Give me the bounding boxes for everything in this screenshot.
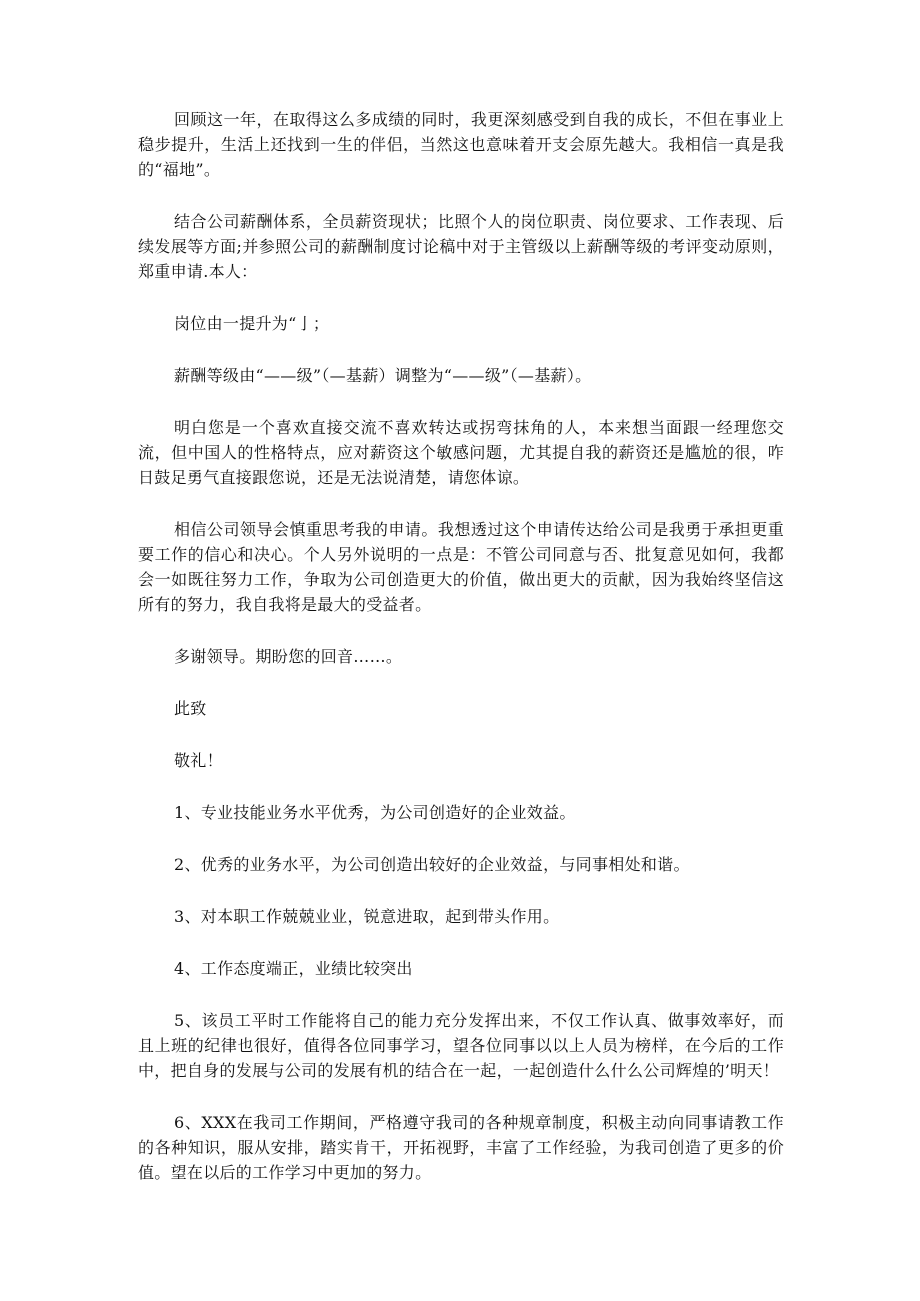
evaluation-item-3: 3、对本职工作兢兢业业，锐意进取，起到带头作用。 — [174, 907, 560, 926]
closing-greeting: 此致 — [174, 699, 207, 718]
paragraph-position-promotion: 岗位由一提升为“亅； — [174, 314, 330, 333]
paragraph-direct-communication: 明白您是一个喜欢直接交流不喜欢转达或拐弯抹角的人，本来想当面跟一经理您交流，但中国人的性格特点，应对薪资这个敏感问题，尤其提自我的薪资还是尴尬的很，咋日鼓足勇气直接跟您说，还是无法说清楚，请您体谅。 — [138, 418, 784, 487]
evaluation-item-5: 5、该员工平时工作能将自己的能力充分发挥出来，不仅工作认真、做事效率好，而且上班的纪律也很好，值得各位同事学习，望各位同事以以上人员为榜样，在今后的工作中，把自身的发展与公司的发展有机的结合在一起，一起创造什么什么公司辉煌的’明天！ — [138, 1011, 784, 1080]
paragraph-salary-level: 薪酬等级由“——级”（—基薪）调整为“——级”（—基薪）。 — [174, 366, 592, 385]
evaluation-item-4: 4、工作态度端正，业绩比较突出 — [174, 959, 413, 978]
paragraph-reflection: 回顾这一年，在取得这么多成绩的同时，我更深刻感受到自我的成长，不但在事业上稳步提升，生活上还找到一生的伴侣，当然这也意味着开支会原先越大。我相信一真是我的“福地”。 — [138, 110, 784, 179]
evaluation-item-6: 6、XXX在我司工作期间，严格遵守我司的各种规章制度，积极主动向同事请教工作的各种知识，服从安排，踏实肯干，开拓视野，丰富了工作经验，为我司创造了更多的价值。望在以后的工作学习中更加的努力。 — [138, 1113, 784, 1182]
evaluation-item-1: 1、专业技能业务水平优秀，为公司创造好的企业效益。 — [174, 803, 576, 822]
closing-salute: 敬礼！ — [174, 751, 223, 770]
paragraph-thanks: 多谢领导。期盼您的回音……。 — [174, 647, 403, 666]
paragraph-salary-basis: 结合公司薪酬体系，全员薪资现状；比照个人的岗位职责、岗位要求、工作表现、后续发展等方面;并参照公司的薪酬制度讨论稿中对于主管级以上薪酬等级的考评变动原则，郑重申请.本人： — [138, 212, 784, 281]
document-body — [138, 107, 784, 1212]
paragraph-commitment: 相信公司领导会慎重思考我的申请。我想透过这个申请传达给公司是我勇于承担更重要工作的信心和决心。个人另外说明的一点是：不管公司同意与否、批复意见如何，我都会一如既往努力工作，争取为公司创造更大的价值，做出更大的贡献，因为我始终坚信这所有的努力，我自我将是最大的受益者。 — [138, 520, 784, 614]
evaluation-item-2: 2、优秀的业务水平，为公司创造出较好的企业效益，与同事相处和谐。 — [174, 855, 690, 874]
